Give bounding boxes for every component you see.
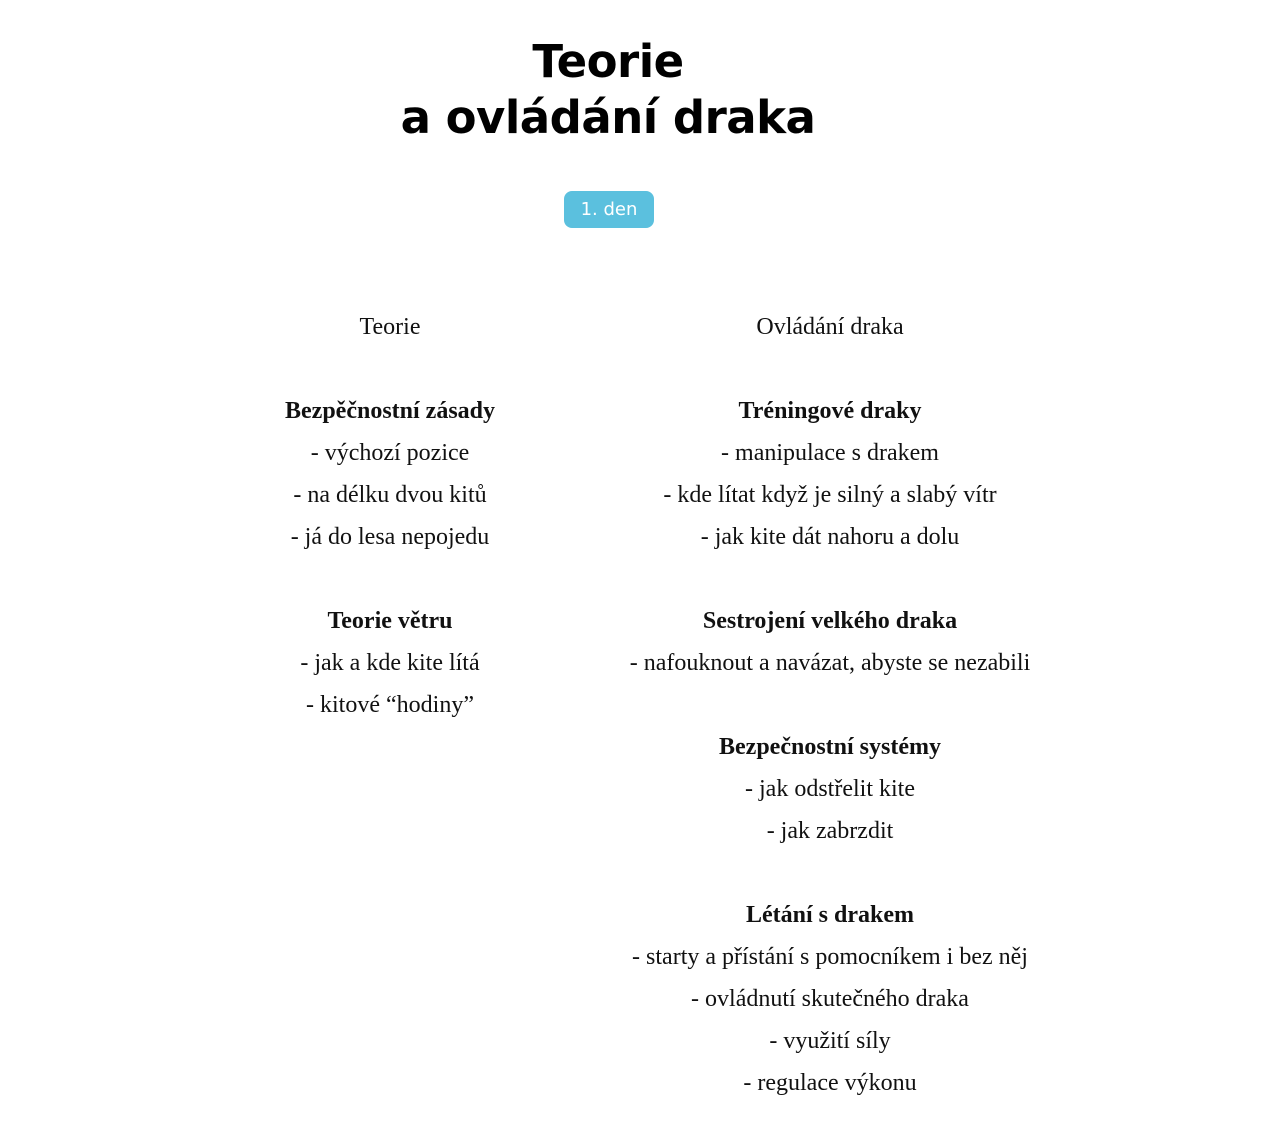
training-kites-section [600,390,1060,558]
page-title-line-1: Teorie [532,35,684,88]
flying-section [600,894,1060,1104]
list-item: - jak a kde kite lítá [300,650,480,676]
list-item: - využití síly [769,1028,891,1054]
theory-column [190,306,590,768]
list-item: - jak kite dát nahoru a dolu [700,524,960,550]
list-item: - výchozí pozice [310,440,470,466]
section-title: Sestrojení velkého draka [702,608,958,634]
list-item: - kitové “hodiny” [306,692,474,718]
list-item: - manipulace s drakem [721,440,939,466]
page-title [0,34,1216,146]
wind-theory-section [190,600,590,726]
list-item: - regulace výkonu [743,1070,917,1096]
section-title: Bezpečnostní systémy [719,734,941,760]
safety-systems-section [600,726,1060,852]
day-badge[interactable]: 1. den [564,191,654,228]
safety-rules-section [190,390,590,558]
section-title: Létání s drakem [746,902,914,928]
section-title: Bezpěčnostní zásady [285,398,495,424]
kite-control-column [600,306,1060,1146]
list-item: - jak zabrzdit [766,818,894,844]
list-item: - nafouknout a navázat, abyste se nezabili [629,650,1031,676]
theory-column-heading: Teorie [359,314,421,340]
big-kite-setup-section [600,600,1060,684]
section-title: Teorie větru [327,608,453,634]
kite-control-column-heading: Ovládání draka [756,314,904,340]
list-item: - kde lítat když je silný a slabý vítr [663,482,997,508]
list-item: - starty a přístání s pomocníkem i bez něj [632,944,1028,970]
list-item: - jak odstřelit kite [745,776,915,802]
page-title-line-2: a ovládání draka [400,91,816,144]
list-item: - já do lesa nepojedu [290,524,490,550]
list-item: - na délku dvou kitů [293,482,487,508]
section-title: Tréningové draky [738,398,922,424]
list-item: - ovládnutí skutečného draka [691,986,969,1012]
